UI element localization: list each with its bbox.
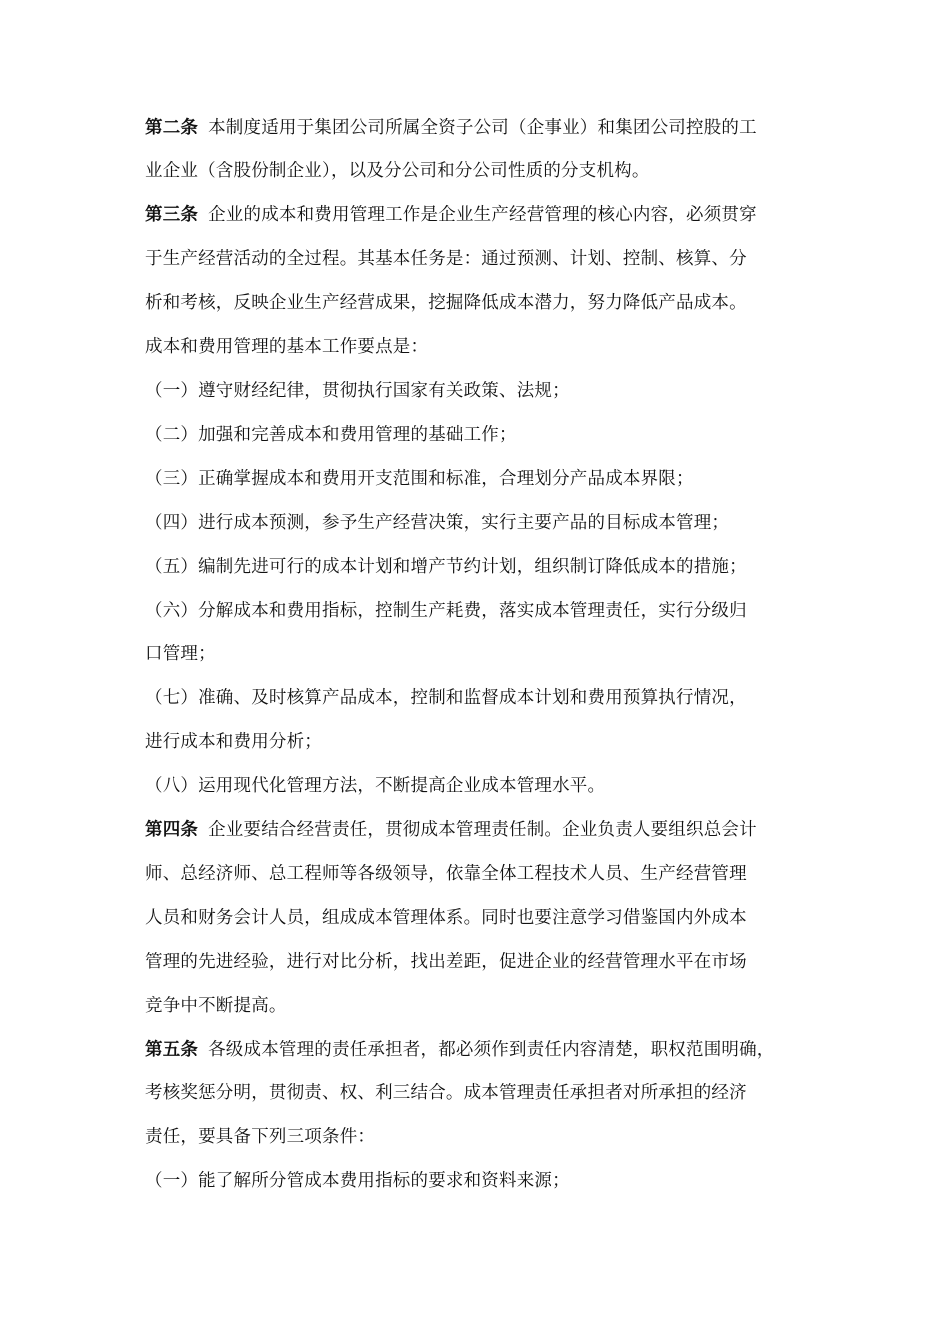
article-3-item-4: （四）进行成本预测，参予生产经营决策，实行主要产品的目标成本管理； — [145, 513, 730, 533]
article-2-line-2: 业企业（含股份制企业），以及分公司和分公司性质的分支机构。 — [145, 161, 650, 181]
article-3-heading: 第三条 — [145, 205, 199, 225]
article-5-line-3: 责任，要具备下列三项条件： — [145, 1127, 376, 1147]
article-5-item-1: （一）能了解所分管成本费用指标的要求和资料来源； — [145, 1171, 570, 1191]
article-4-line-4: 管理的先进经验，进行对比分析，找出差距，促进企业的经营管理水平在市场 — [145, 952, 747, 972]
article-3-item-7: （七）准确、及时核算产品成本，控制和监督成本计划和费用预算执行情况， — [145, 688, 747, 708]
article-3-item-7-cont: 进行成本和费用分析； — [145, 732, 322, 752]
article-3-item-6: （六）分解成本和费用指标，控制生产耗费，落实成本管理责任，实行分级归 — [145, 601, 747, 621]
article-3-line-3: 析和考核，反映企业生产经营成果，挖掘降低成本潜力，努力降低产品成本。 — [145, 293, 747, 313]
article-3-item-8: （八）运用现代化管理方法，不断提高企业成本管理水平。 — [145, 776, 606, 796]
article-3-text: 企业的成本和费用管理工作是企业生产经营管理的核心内容，必须贯穿 — [208, 205, 757, 225]
article-3-item-2: （二）加强和完善成本和费用管理的基础工作； — [145, 425, 517, 445]
article-2-text: 本制度适用于集团公司所属全资子公司（企事业）和集团公司控股的工 — [208, 118, 757, 138]
article-3-item-6-cont: 口管理； — [145, 644, 216, 664]
article-3-line-2: 于生产经营活动的全过程。其基本任务是：通过预测、计划、控制、核算、分 — [145, 249, 747, 269]
article-4-line-1 — [145, 819, 757, 841]
article-4-line-5: 竞争中不断提高。 — [145, 996, 287, 1016]
article-3-item-3: （三）正确掌握成本和费用开支范围和标准，合理划分产品成本界限； — [145, 469, 694, 489]
article-3-item-1: （一）遵守财经纪律，贯彻执行国家有关政策、法规； — [145, 381, 570, 401]
article-4-heading: 第四条 — [145, 820, 199, 840]
article-5-text: 各级成本管理的责任承担者，都必须作到责任内容清楚，职权范围明确， — [208, 1040, 775, 1060]
article-3-line-1 — [145, 204, 757, 226]
article-5-heading: 第五条 — [145, 1040, 199, 1060]
article-3-line-4: 成本和费用管理的基本工作要点是： — [145, 337, 429, 357]
article-5-line-1 — [145, 1039, 775, 1061]
article-2-heading: 第二条 — [145, 118, 199, 138]
article-3-item-5: （五）编制先进可行的成本计划和增产节约计划，组织制订降低成本的措施； — [145, 557, 747, 577]
article-4-line-3: 人员和财务会计人员，组成成本管理体系。同时也要注意学习借鉴国内外成本 — [145, 908, 747, 928]
article-4-text: 企业要结合经营责任，贯彻成本管理责任制。企业负责人要组织总会计 — [208, 820, 757, 840]
article-4-line-2: 师、总经济师、总工程师等各级领导，依靠全体工程技术人员、生产经营管理 — [145, 864, 747, 884]
article-5-line-2: 考核奖惩分明，贯彻责、权、利三结合。成本管理责任承担者对所承担的经济 — [145, 1083, 747, 1103]
article-2-line-1 — [145, 117, 757, 139]
